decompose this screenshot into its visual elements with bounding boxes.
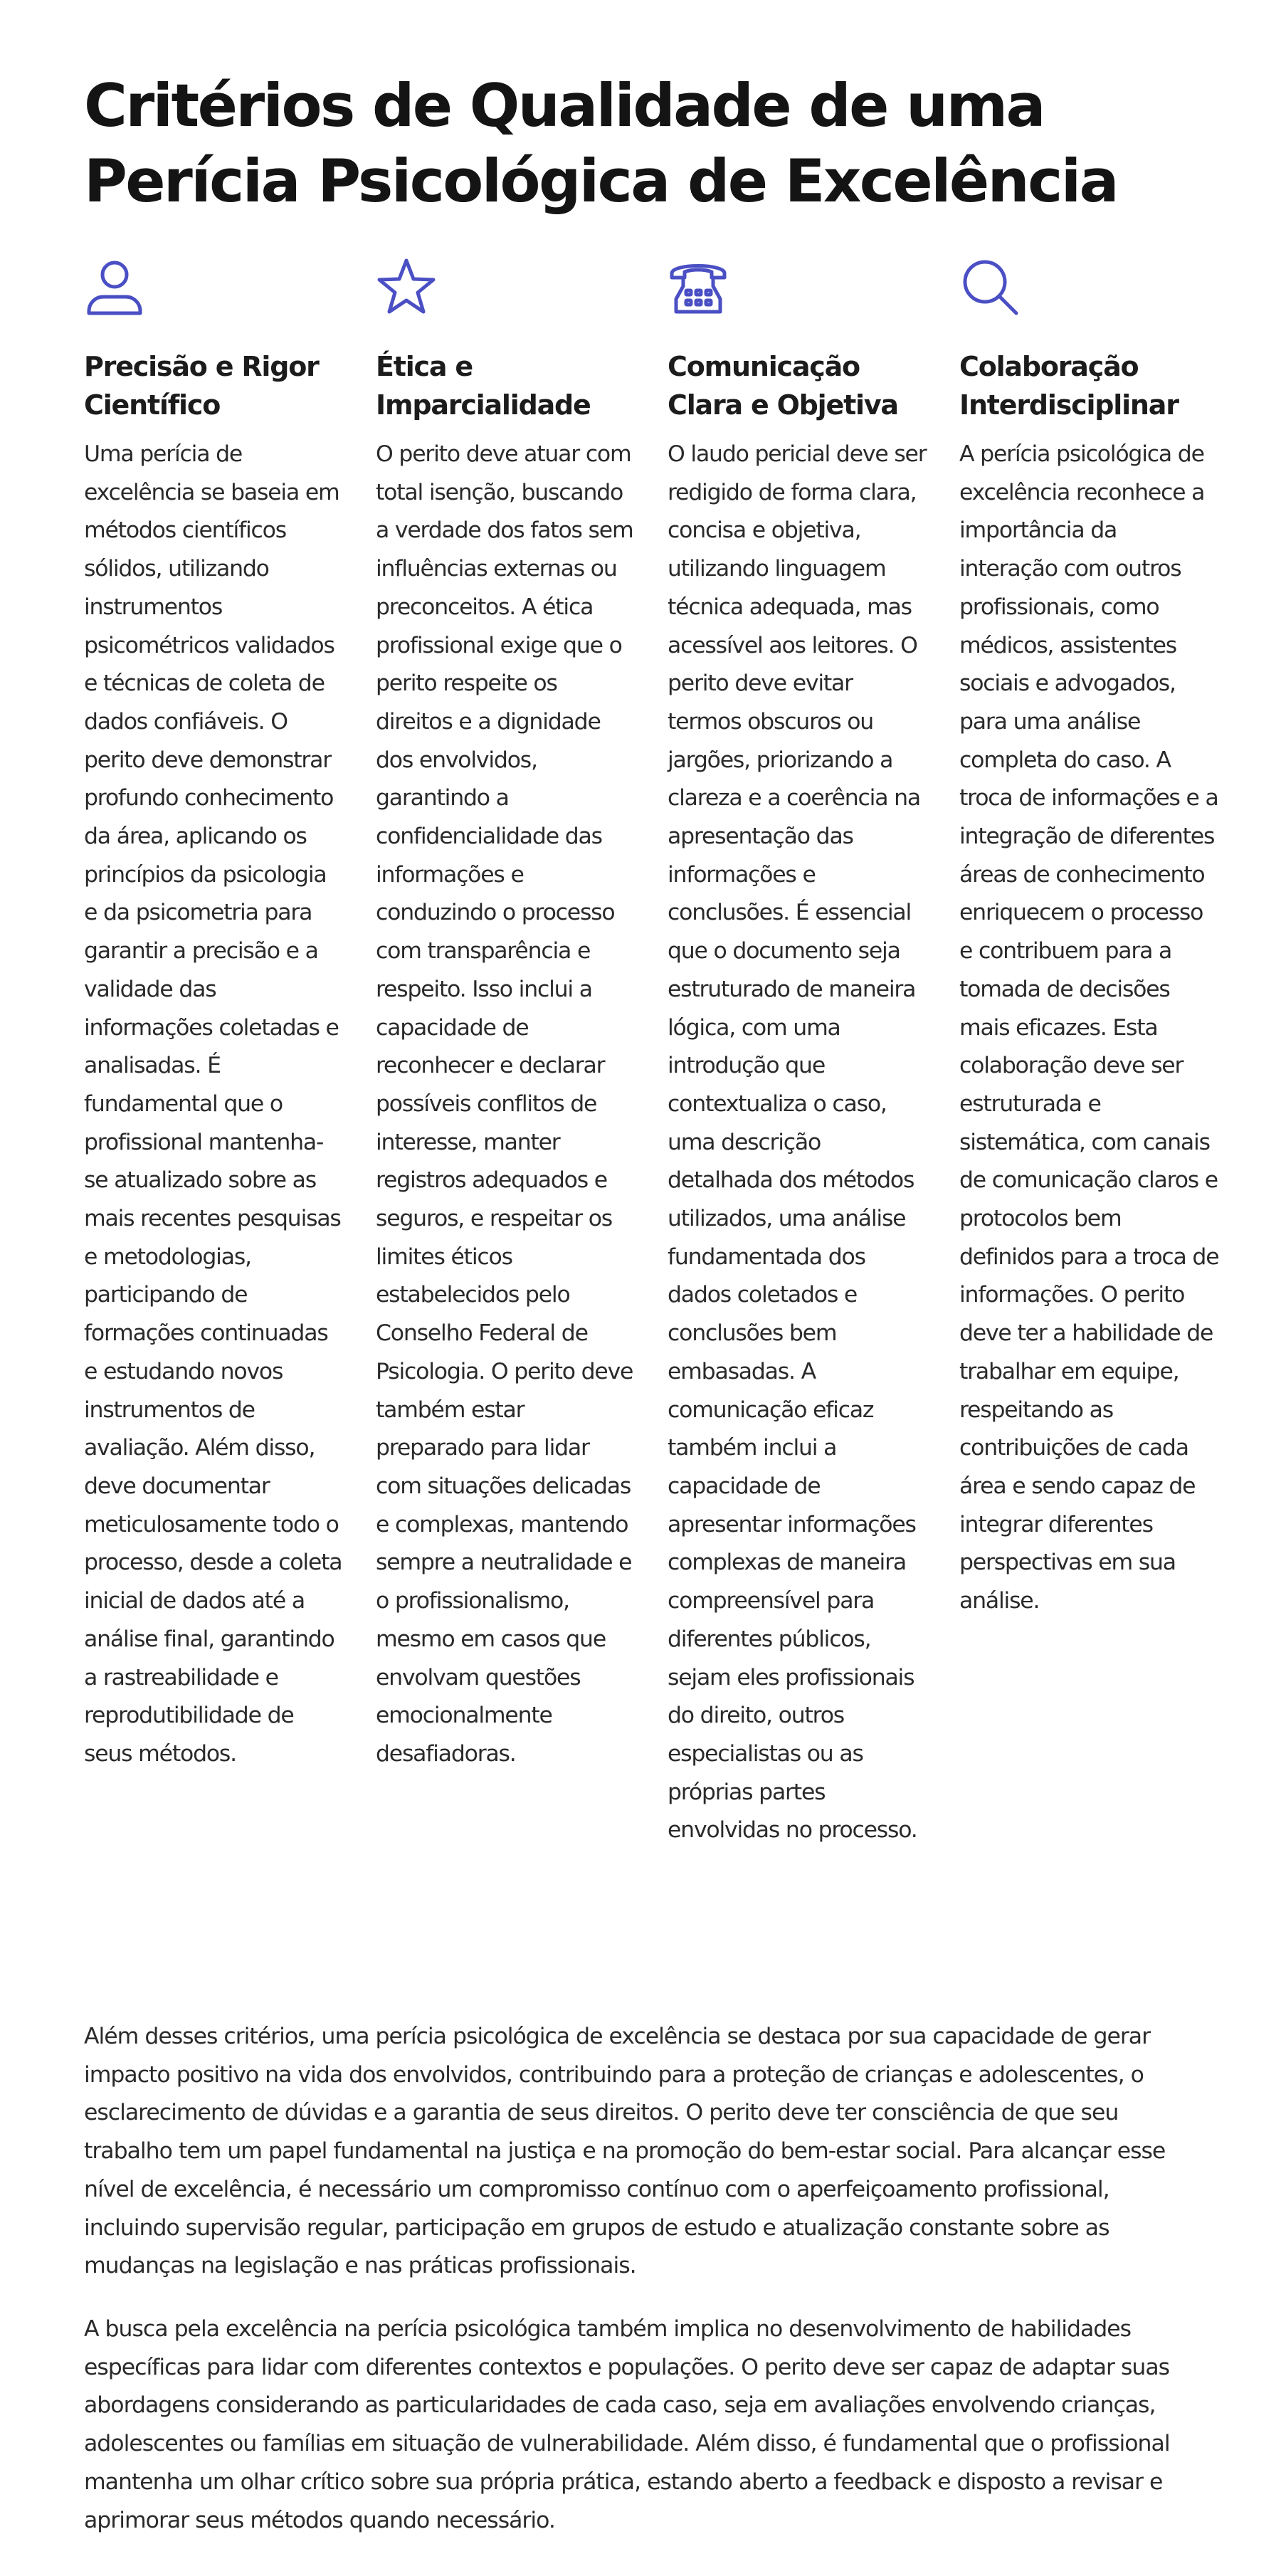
telephone-icon (668, 256, 729, 317)
page-title: Critérios de Qualidade de uma Perícia Psicológica de Excelência (84, 71, 1117, 216)
summary-paragraph: Além desses critérios, uma perícia psicológica de excelência se destaca por sua capacidade de gerar impacto positivo na vida dos envolvidos, contribuindo para a proteção de crianças e adolescentes, o esclarecimento de dúvidas e a garantia de seus direitos. O perito deve ter consciência de que seu trabalho tem um papel fundamental na justiça e na promoção do bem-estar social. Para alcançar esse nível de excelência, é necessário um compromisso contínuo com o aperfeiçoamento profissional, incluindo supervisão regular, participação em grupos de estudo e atualização constante sobre as mudanças na legislação e nas práticas profissionais. (84, 2024, 1166, 2279)
criterion-text: O perito deve atuar com total isenção, buscando a verdade dos fatos sem influências externas ou preconceitos. A ética profissional exige que o perito respeite os direitos e a dignidade dos envolvidos, garantindo a confidencialidade das informações e conduzindo o processo com transparência e respeito. Isso inclui a capacidade de reconhecer e declarar possíveis conflitos de interesse, manter registros adequados e seguros, e respeitar os limites éticos estabelecidos pelo Conselho Federal de Psicologia. O perito deve também estar preparado para lidar com situações delicadas e complexas, mantendo sempre a neutralidade e o profissionalismo, mesmo em casos que envolvam questões emocionalmente desafiadoras. (376, 441, 633, 1767)
criterion-title: Precisão e Rigor Científico (84, 351, 319, 421)
summary-paragraph: A busca pela excelência na perícia psicológica também implica no desenvolvimento de habilidades específicas para lidar com diferentes contextos e populações. O perito deve ser capaz de adaptar suas abordagens considerando as particularidades de cada caso, seja em avaliações envolvendo crianças, adolescentes ou famílias em situação de vulnerabilidade. Além disso, é fundamental que o profissional mantenha um olhar crítico sobre sua própria prática, estando aberto a feedback e disposto a revisar e aprimorar seus métodos quando necessário. (84, 2316, 1170, 2533)
star-icon (376, 256, 437, 317)
person-icon (84, 256, 145, 317)
criterion-title: Ética e Imparcialidade (376, 351, 591, 421)
criterion-text: Uma perícia de excelência se baseia em métodos científicos sólidos, utilizando instrumentos psicométricos validados e técnicas de coleta de dados confiáveis. O perito deve demonstrar profundo conhecimento da área, aplicando os princípios da psicologia e da psicometria para garantir a precisão e a validade das informações coletadas e analisadas. É fundamental que o profissional mantenha-se atualizado sobre as mais recentes pesquisas e metodologias, participando de formações continuadas e estudando novos instrumentos de avaliação. Além disso, deve documentar meticulosamente todo o processo, desde a coleta inicial de dados até a análise final, garantindo a rastreabilidade e reprodutibilidade de seus métodos. (84, 441, 342, 1767)
criterion-ethics (376, 256, 636, 1850)
criterion-precision (84, 256, 344, 1850)
criterion-text: O laudo pericial deve ser redigido de forma clara, concisa e objetiva, utilizando linguagem técnica adequada, mas acessível aos leitores. O perito deve evitar termos obscuros ou jargões, priorizando a clareza e a coerência na apresentação das informações e conclusões. É essencial que o documento seja estruturado de maneira lógica, com uma introdução que contextualiza o caso, uma descrição detalhada dos métodos utilizados, uma análise fundamentada dos dados coletados e conclusões bem embasadas. A comunicação eficaz também inclui a capacidade de apresentar informações complexas de maneira compreensível para diferentes públicos, sejam eles profissionais do direito, outros especialistas ou as próprias partes envolvidas no processo. (668, 441, 927, 1844)
criterion-text: A perícia psicológica de excelência reconhece a importância da interação com outros profissionais, como médicos, assistentes sociais e advogados, para uma análise completa do caso. A troca de informações e a integração de diferentes áreas de conhecimento enriquecem o processo e contribuem para a tomada de decisões mais eficazes. Esta colaboração deve ser estruturada e sistemática, com canais de comunicação claros e protocolos bem definidos para a troca de informações. O perito deve ter a habilidade de trabalhar em equipe, respeitando as contribuições de cada área e sendo capaz de integrar diferentes perspectivas em sua análise. (959, 441, 1219, 1614)
criteria-columns (84, 256, 1223, 1850)
search-icon (959, 256, 1021, 317)
criterion-collaboration (959, 256, 1219, 1850)
criterion-title: Comunicação Clara e Objetiva (668, 351, 898, 421)
criterion-communication (668, 256, 927, 1850)
criterion-title: Colaboração Interdisciplinar (959, 351, 1179, 421)
